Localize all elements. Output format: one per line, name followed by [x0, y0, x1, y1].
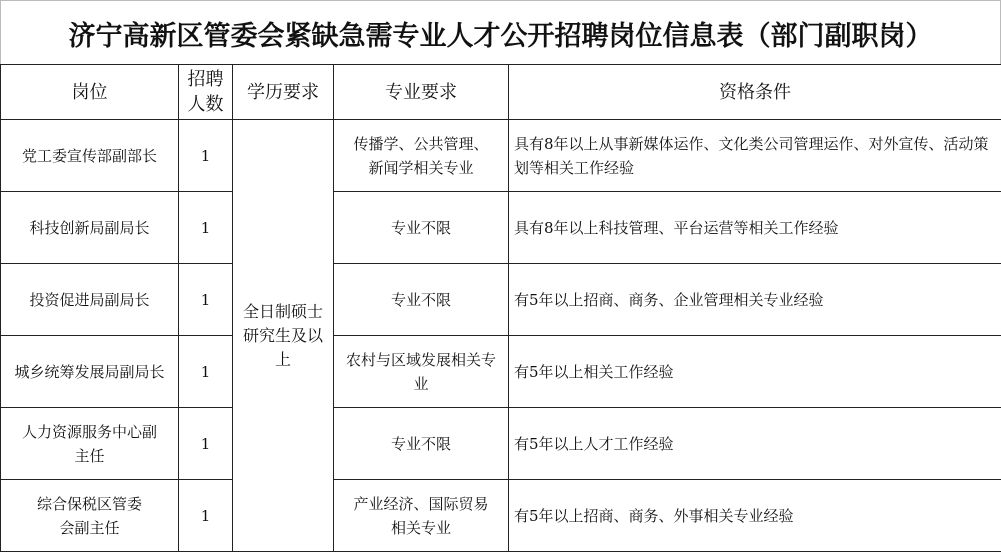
- header-position: 岗位: [1, 65, 179, 120]
- table-row: [1, 408, 1001, 480]
- positions-table: [0, 64, 1001, 552]
- table-row: [1, 264, 1001, 336]
- major-cell: 专业不限: [334, 264, 509, 336]
- qualification-cell: 有5年以上招商、商务、企业管理相关专业经验: [509, 264, 1001, 336]
- table-header-row: [1, 65, 1001, 120]
- position-cell: 党工委宣传部副部长: [1, 120, 179, 192]
- qualification-cell: 具有8年以上科技管理、平台运营等相关工作经验: [509, 192, 1001, 264]
- major-cell: 传播学、公共管理、新闻学相关专业: [334, 120, 509, 192]
- count-cell: 1: [179, 408, 233, 480]
- position-cell: 综合保税区管委会副主任: [1, 480, 179, 552]
- position-cell: 城乡统筹发展局副局长: [1, 336, 179, 408]
- table-row: [1, 480, 1001, 552]
- major-cell: 专业不限: [334, 408, 509, 480]
- title-bar: [0, 0, 1001, 65]
- header-major: 专业要求: [334, 65, 509, 120]
- position-cell: 投资促进局副局长: [1, 264, 179, 336]
- major-cell: 专业不限: [334, 192, 509, 264]
- header-education: 学历要求: [233, 65, 334, 120]
- count-cell: 1: [179, 336, 233, 408]
- qualification-cell: 有5年以上人才工作经验: [509, 408, 1001, 480]
- table-row: [1, 336, 1001, 408]
- education-cell: 全日制硕士研究生及以上: [233, 120, 334, 552]
- position-cell: 人力资源服务中心副主任: [1, 408, 179, 480]
- count-cell: 1: [179, 480, 233, 552]
- qualification-cell: 有5年以上招商、商务、外事相关专业经验: [509, 480, 1001, 552]
- qualification-cell: 具有8年以上从事新媒体运作、文化类公司管理运作、对外宣传、活动策划等相关工作经验: [509, 120, 1001, 192]
- table-row: [1, 120, 1001, 192]
- count-cell: 1: [179, 192, 233, 264]
- count-cell: 1: [179, 120, 233, 192]
- count-cell: 1: [179, 264, 233, 336]
- header-count: 招聘人数: [179, 65, 233, 120]
- header-qualification: 资格条件: [509, 65, 1001, 120]
- major-cell: 农村与区域发展相关专业: [334, 336, 509, 408]
- table-row: [1, 192, 1001, 264]
- position-cell: 科技创新局副局长: [1, 192, 179, 264]
- page-title: 济宁高新区管委会紧缺急需专业人才公开招聘岗位信息表（部门副职岗）: [68, 20, 933, 52]
- major-cell: 产业经济、国际贸易相关专业: [334, 480, 509, 552]
- qualification-cell: 有5年以上相关工作经验: [509, 336, 1001, 408]
